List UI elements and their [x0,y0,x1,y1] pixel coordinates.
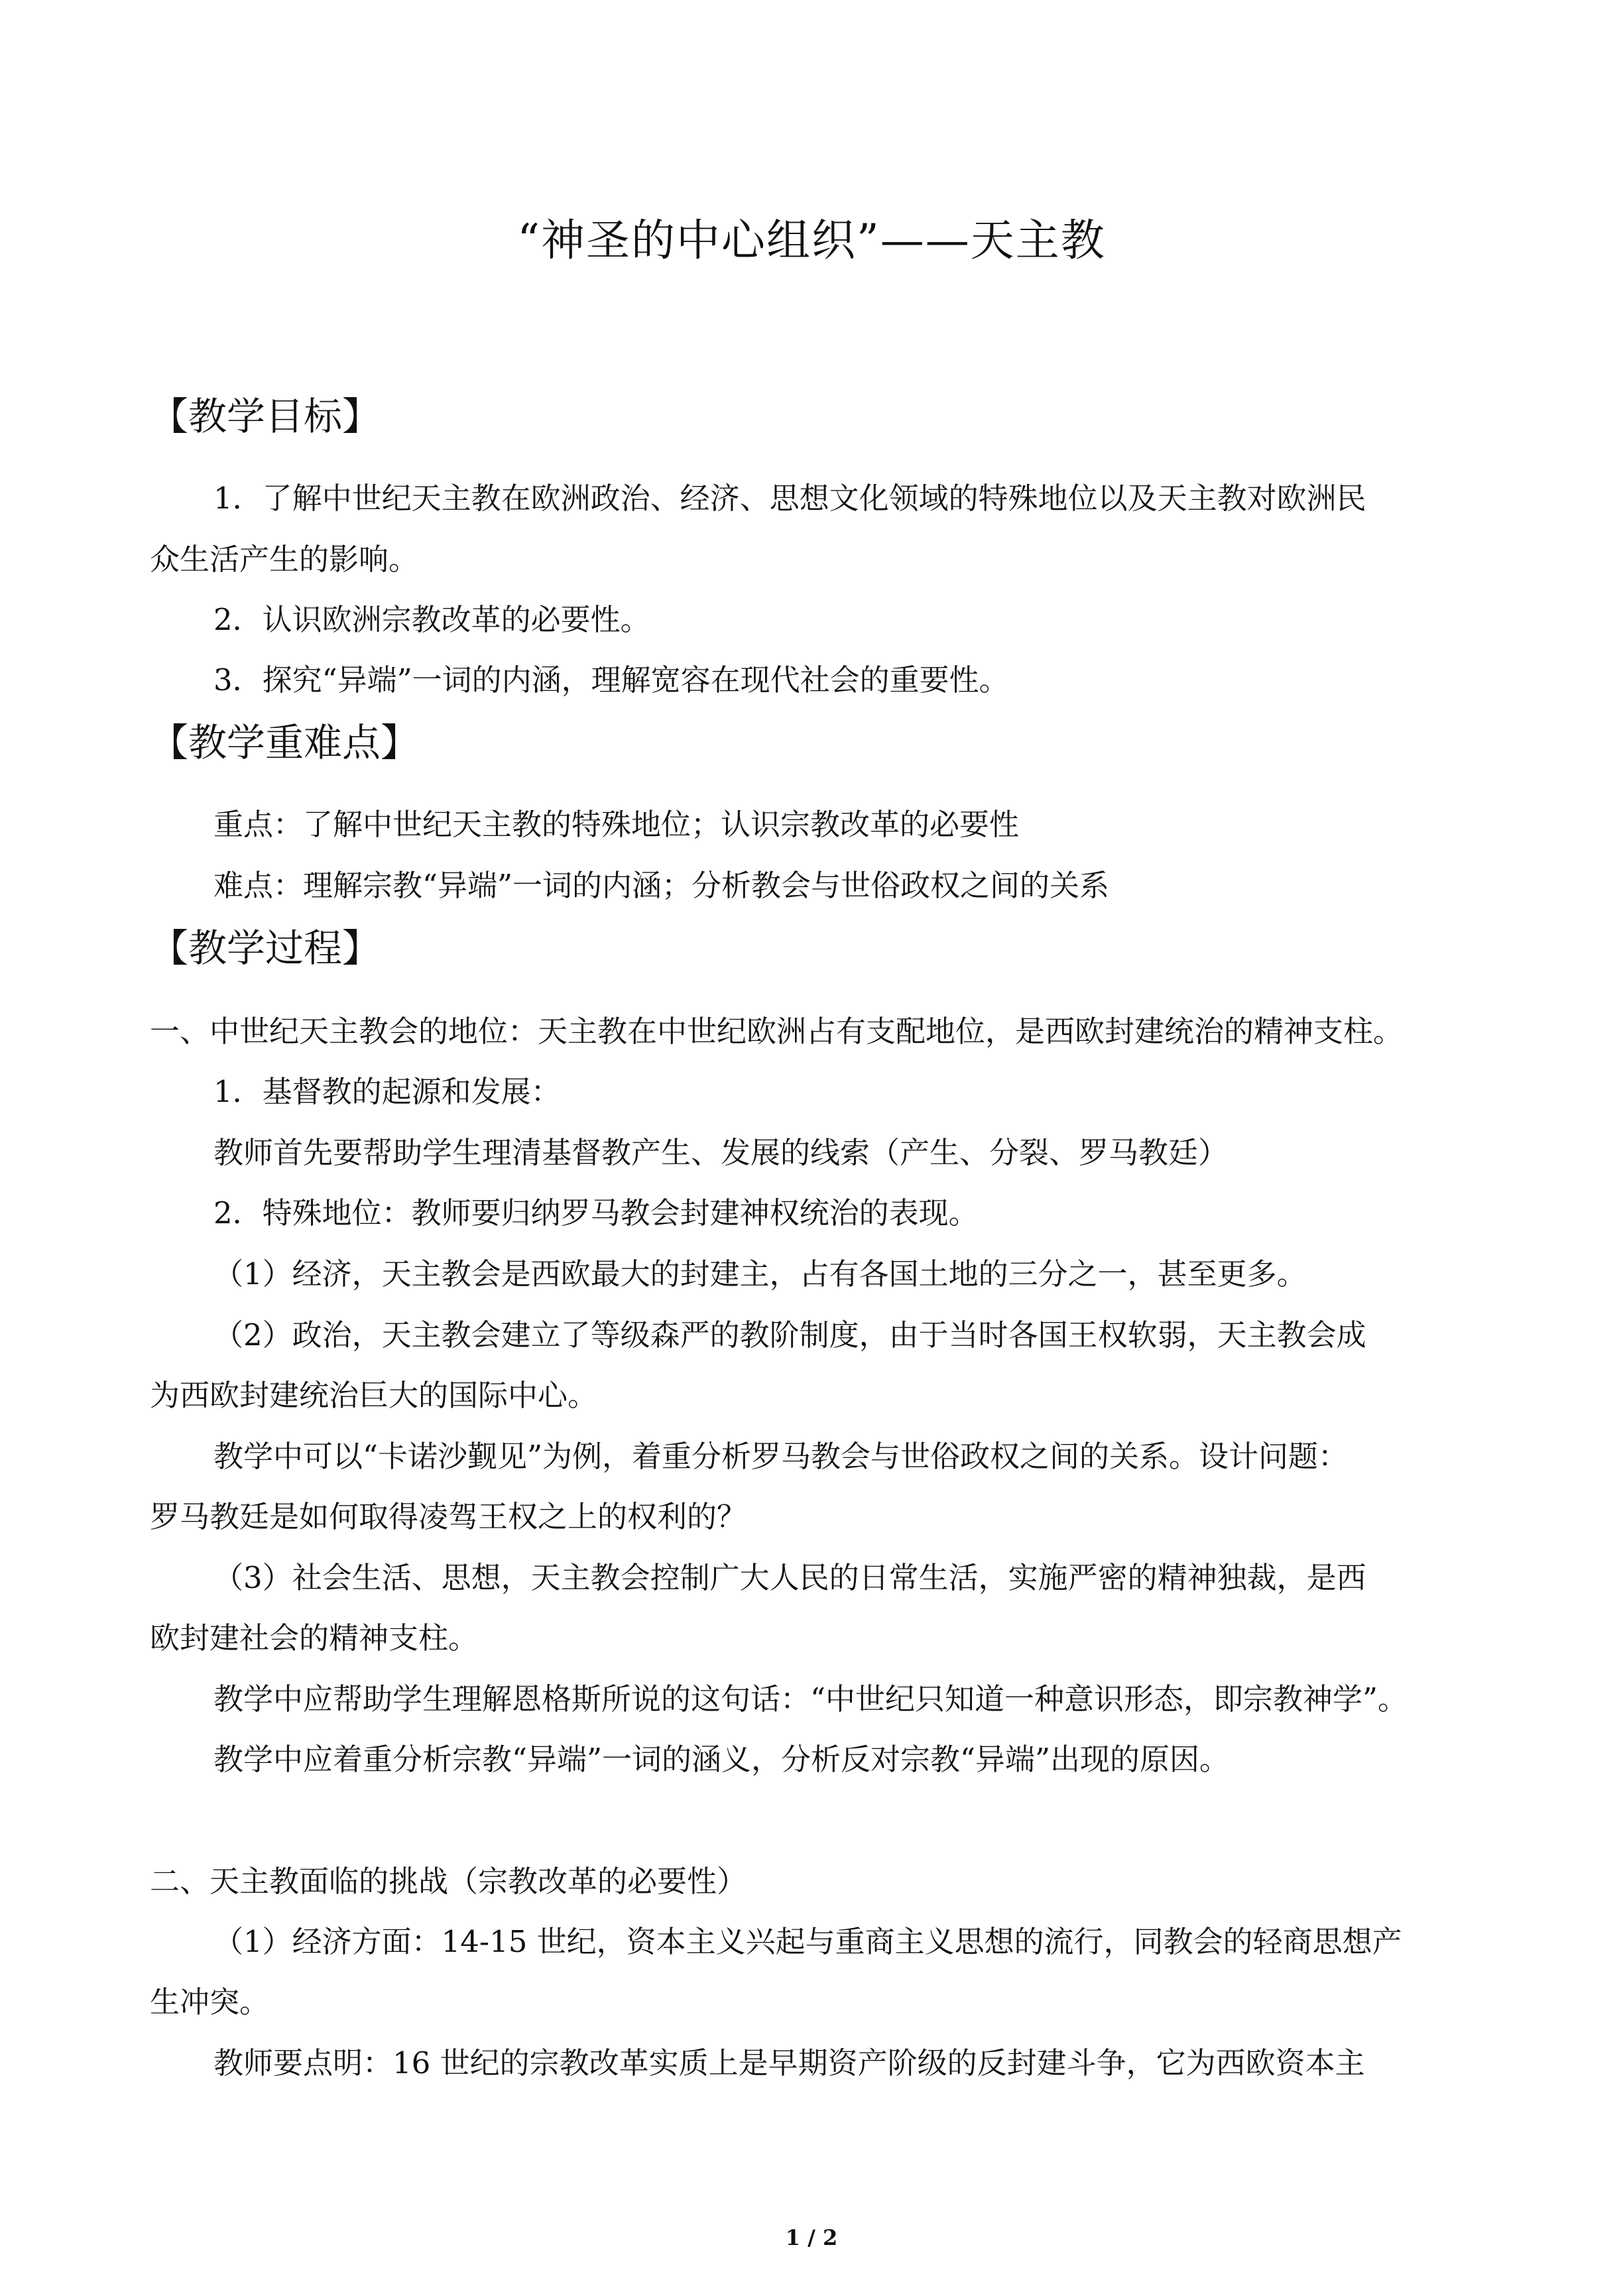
section-1-paragraph: 教师首先要帮助学生理清基督教产生、发展的线索（产生、分裂、罗马教廷） [213,1135,1229,1170]
section-1-paragraph: 2．特殊地位：教师要归纳罗马教会封建神权统治的表现。 [213,1195,979,1231]
objective-item-2: 2．认识欧洲宗教改革的必要性。 [213,602,650,637]
objective-item-1: 1．了解中世纪天主教在欧洲政治、经济、思想文化领域的特殊地位以及天主教对欧洲民 [213,481,1366,516]
section-1-paragraph: 教学中可以“卡诺沙觐见”为例，着重分析罗马教会与世俗政权之间的关系。设计问题： [213,1439,1349,1474]
section-1-paragraph-continued: 罗马教廷是如何取得凌驾王权之上的权利的？ [150,1499,747,1534]
section-1-paragraph: 教学中应帮助学生理解恩格斯所说的这句话：“中世纪只知道一种意识形态，即宗教神学”。 [213,1681,1408,1717]
process-heading: 【教学过程】 [150,926,381,971]
section-2-paragraph-continued: 生冲突。 [150,1984,270,2020]
section-1-paragraph-continued: 为西欧封建统治巨大的国际中心。 [150,1378,598,1413]
objective-item-1-continued: 众生活产生的影响。 [150,542,419,577]
key-point-difficulty: 难点：理解宗教“异端”一词的内涵；分析教会与世俗政权之间的关系 [213,868,1110,903]
key-points-heading: 【教学重难点】 [150,720,420,765]
section-2-title: 二、天主教面临的挑战（宗教改革的必要性） [150,1864,747,1899]
objective-item-3: 3．探究“异端”一词的内涵，理解宽容在现代社会的重要性。 [213,662,1009,697]
section-1-paragraph: （3）社会生活、思想，天主教会控制广大人民的日常生活，实施严密的精神独裁，是西 [213,1560,1366,1595]
objectives-heading: 【教学目标】 [150,394,381,439]
section-1-paragraph: （1）经济，天主教会是西欧最大的封建主，占有各国土地的三分之一，甚至更多。 [213,1256,1307,1292]
section-1-title: 一、中世纪天主教会的地位：天主教在中世纪欧洲占有支配地位，是西欧封建统治的精神支柱。 [150,1014,1404,1049]
section-2-paragraph: 教师要点明：16 世纪的宗教改革实质上是早期资产阶级的反封建斗争，它为西欧资本主 [213,2045,1365,2081]
key-point-focus: 重点：了解中世纪天主教的特殊地位；认识宗教改革的必要性 [213,807,1020,842]
page-number: 1 / 2 [785,2225,838,2250]
section-1-paragraph: （2）政治，天主教会建立了等级森严的教阶制度，由于当时各国王权软弱，天主教会成 [213,1317,1366,1353]
section-1-paragraph-continued: 欧封建社会的精神支柱。 [150,1620,479,1656]
section-1-paragraph: 1．基督教的起源和发展： [213,1074,561,1109]
section-1-paragraph: 教学中应着重分析宗教“异端”一词的涵义，分析反对宗教“异端”出现的原因。 [213,1742,1230,1777]
page-title: “神圣的中心组织”——天主教 [517,215,1106,266]
section-2-paragraph: （1）经济方面：14-15 世纪，资本主义兴起与重商主义思想的流行，同教会的轻商思想产 [213,1924,1402,1959]
